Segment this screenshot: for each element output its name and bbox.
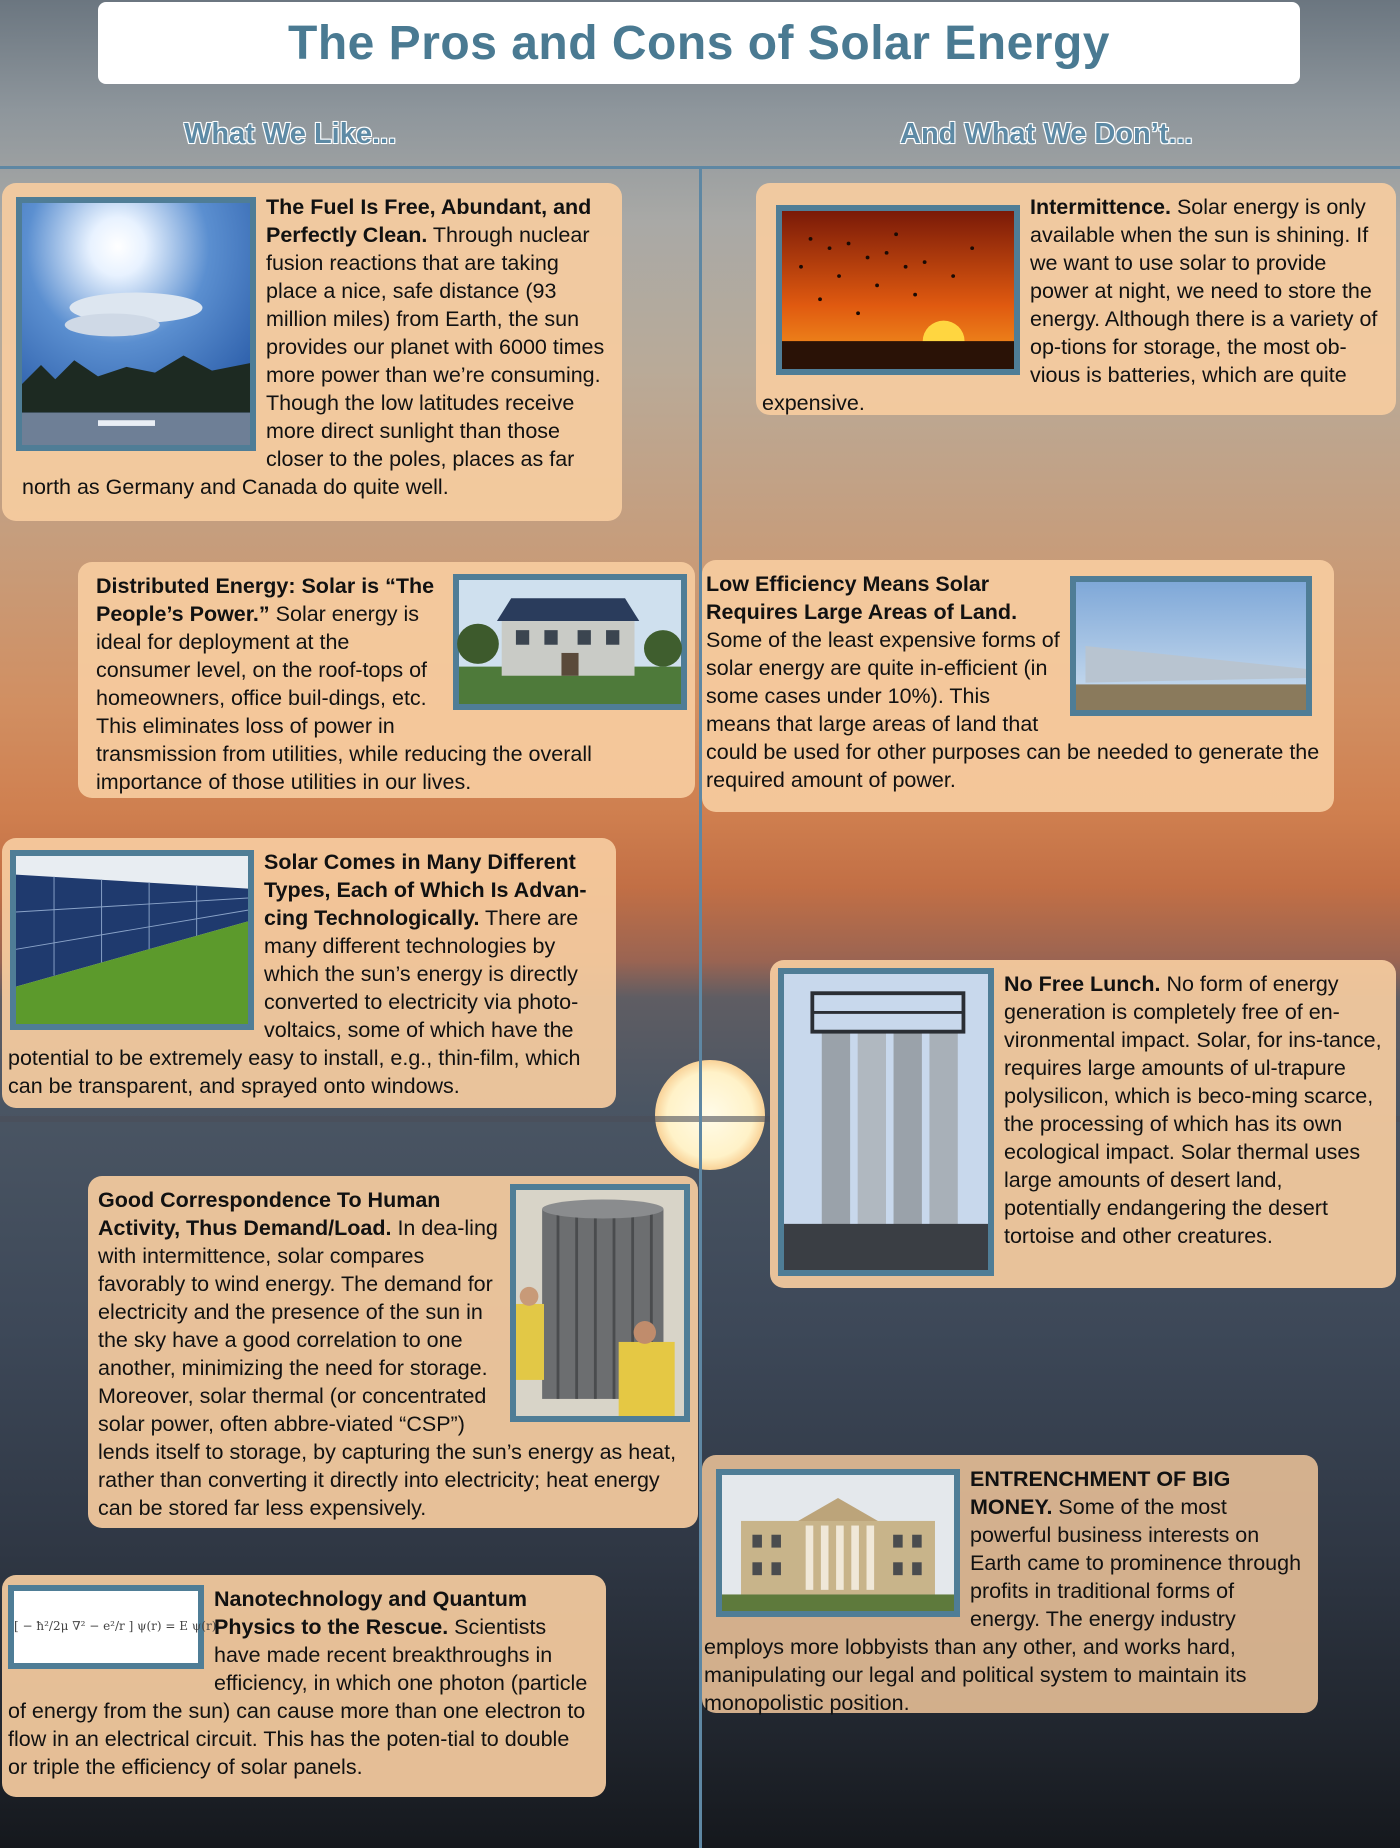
pro-3-heading: Solar Comes in Many Different Types, Each of Which Is Advan-cing Technologically.: [264, 850, 587, 930]
equation-lhs: [ − ħ²/2μ ∇² − e²/r ] ψ(r): [14, 1619, 162, 1633]
pro-card-nanotech: [2, 1575, 606, 1797]
con-1-heading: Intermittence.: [1030, 195, 1171, 219]
sunset-birds-photo: [776, 205, 1020, 375]
pro-4-body: In dea-ling with intermittence, solar compares favorably to wind energy. The demand for electricity and the presence of the sun in the sky have a good correlation to one another, minimizing the need for storage. Moreover, solar thermal (or concentrated solar power, often abbre-viated “CSP”) lends itself to storage, by capturing the sun’s energy as heat, rather than converting it directly into electricity; heat energy can be stored far less expensively.: [98, 1216, 677, 1520]
cons-heading: And What We Don’t...: [900, 118, 1193, 150]
pro-card-many-types: [2, 838, 616, 1108]
sunset-sun: [655, 1060, 765, 1170]
con-4-heading: ENTRENCHMENT OF BIG MONEY.: [970, 1467, 1231, 1519]
pro-1-heading: The Fuel Is Free, Abundant, and Perfectly Clean.: [266, 195, 592, 247]
pro-4-heading: Good Correspondence To Human Activity, Thus Demand/Load.: [98, 1188, 441, 1240]
pro-2-heading: Distributed Energy: Solar is “The People’s Power.”: [96, 574, 435, 626]
con-1-body: Solar energy is only available when the sun is shining. If we want to use solar to provide power at night, we need to store the energy. Although there is a variety of op-tions for storage, the most ob-vious is batteries, which are quite expensive.: [762, 195, 1378, 415]
pro-card-free-fuel: [2, 183, 622, 521]
con-3-heading: No Free Lunch.: [1004, 972, 1161, 996]
con-card-big-money: [702, 1455, 1318, 1713]
engineers-cylinder-photo: [510, 1184, 690, 1422]
solar-trough-photo: [1070, 576, 1312, 716]
solar-panel-field-photo: [10, 850, 254, 1030]
con-card-no-free-lunch: [770, 960, 1396, 1288]
pro-card-distributed: [78, 562, 695, 798]
pros-heading: What We Like...: [184, 118, 397, 150]
house-solar-roof-photo: [453, 574, 687, 710]
con-card-low-efficiency: [702, 560, 1334, 812]
con-card-intermittence: [756, 183, 1396, 415]
con-2-body: Some of the least expensive forms of solar energy are quite in-efficient (in some cases under 10%). This means that large areas of land that could be used for other purposes can be needed to generate the required amount of power.: [706, 628, 1320, 792]
pro-5-body: Scientists have made recent breakthroughs in efficiency, in which one photon (particle of energy from the sun) can cause more than one electron to flow in an electrical circuit. This has the poten-tial to double or triple the efficiency of solar panels.: [8, 1615, 588, 1779]
pro-card-demand: [88, 1176, 698, 1528]
con-3-body: No form of energy generation is completely free of en-vironmental impact. Solar, for ins-tance, requires large amounts of ul-trapure polysilicon, which is beco-ming scarce, the processing of which has its own ecological impact. Solar thermal uses large amounts of desert land, potentially endangering the desert tortoise and other creatures.: [1004, 972, 1382, 1248]
equation-rhs: = E ψ(r): [165, 1619, 217, 1633]
pro-5-heading: Nanotechnology and Quantum Physics to the Rescue.: [214, 1587, 527, 1639]
pro-1-body: Through nuclear fusion reactions that are taking place a nice, safe distance (93 million miles) from Earth, the sun provides our planet with 6000 times more power than we’re consuming. Though the low latitudes receive more direct sunlight than those closer to the poles, places as far north as Germany and Canada do quite well.: [22, 223, 605, 499]
industrial-tanks-photo: [778, 968, 994, 1276]
sun-sky-photo: [16, 197, 256, 451]
con-2-heading: Low Efficiency Means Solar Requires Large Areas of Land.: [706, 572, 1018, 624]
con-4-body: Some of the most powerful business interests on Earth came to prominence through profits in traditional forms of energy. The energy industry employs more lobbyists than any other, and works hard, manipulating our legal and political system to maintain its monopolistic position.: [704, 1495, 1302, 1715]
pro-2-body: Solar energy is ideal for deployment at the consumer level, on the roof-tops of homeowners, office buil-dings, etc. This eliminates loss of power in transmission from utilities, while reducing the overall importance of those utilities in our lives.: [96, 602, 592, 794]
page-title: The Pros and Cons of Solar Energy: [288, 16, 1110, 70]
pro-3-body: There are many different technologies by which the sun’s energy is directly converted to electricity via photo-voltaics, some of which have the potential to be extremely easy to install, e.g., thin-film, which can be transparent, and sprayed onto windows.: [8, 906, 581, 1098]
mansion-photo: [716, 1469, 960, 1617]
schrodinger-equation-image: [8, 1585, 217, 1669]
title-banner: [98, 2, 1300, 84]
